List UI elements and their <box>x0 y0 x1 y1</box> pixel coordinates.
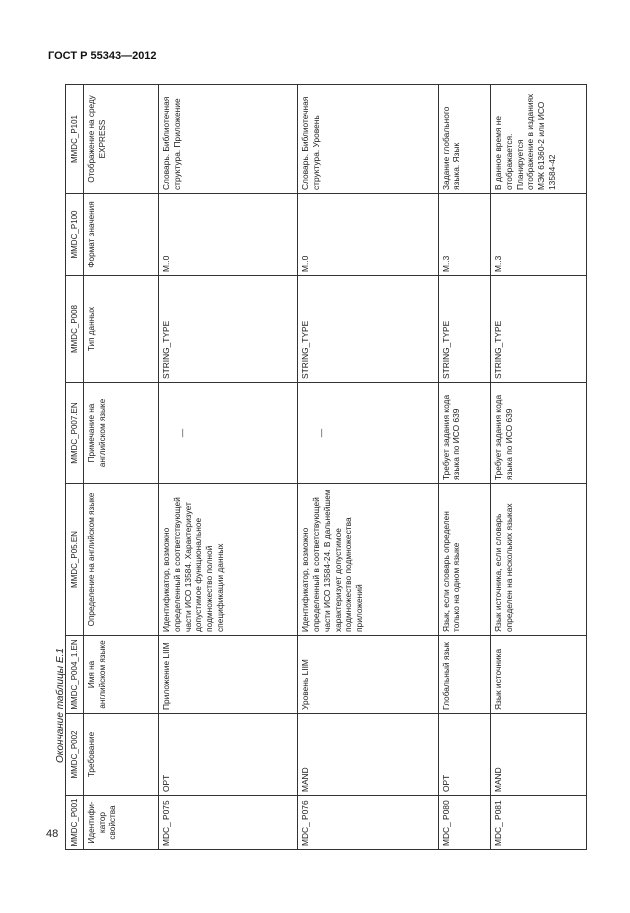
column-header: Отображение на среду EXPRESS <box>84 85 159 194</box>
properties-table <box>65 84 587 850</box>
column-header: Примечание на английском языке <box>84 383 159 484</box>
table-row <box>491 85 587 850</box>
table-cell: Словарь. Библиотечная структура. Приложение <box>159 85 298 194</box>
table-row <box>159 85 298 850</box>
column-code: MMDC_P100 <box>66 194 84 276</box>
table-caption: Окончание таблицы Е.1 <box>55 648 66 763</box>
table-row <box>438 85 490 850</box>
table-cell: MDC_ P081 <box>491 796 587 850</box>
table-cell: MAND <box>491 714 587 796</box>
table-cell: Приложение LIIM <box>159 636 298 714</box>
column-header: Формат значения <box>84 194 159 276</box>
table-cell: STRING_TYPE <box>491 276 587 383</box>
table-cell: M..3 <box>438 194 490 276</box>
table-cell: Требует задания кода языка по ИСО 639 <box>438 383 490 484</box>
table-cell: Глобальный язык <box>438 636 490 714</box>
table-cell: M..0 <box>298 194 438 276</box>
table-cell: STRING_TYPE <box>438 276 490 383</box>
column-code: MMDC_P008 <box>66 276 84 383</box>
table-cell: M..0 <box>159 194 298 276</box>
table-cell: OPT <box>438 714 490 796</box>
table-cell: MDC_ P076 <box>298 796 438 850</box>
table-cell: Идентификатор, возможно определенный в соответствующей части ИСО 13584-24. В дальнейшем характеризует допустимое подмножество подмножества приложений <box>298 484 438 636</box>
table-cell: M..3 <box>491 194 587 276</box>
table-cell: Словарь. Библиотечная структура. Уровень <box>298 85 438 194</box>
table-cell: — <box>298 383 438 484</box>
column-header: Имя на английском языке <box>84 636 159 714</box>
column-code: MMDC_P002 <box>66 714 84 796</box>
table-cell: MDC_ P075 <box>159 796 298 850</box>
column-code: MMDC_P007.EN <box>66 383 84 484</box>
table-cell: MDC_ P080 <box>438 796 490 850</box>
table-cell: Язык источника, если словарь определен на нескольких языках <box>491 484 587 636</box>
table-cell: Язык источника <box>491 636 587 714</box>
table-cell: STRING_TYPE <box>298 276 438 383</box>
column-code-row <box>66 85 84 850</box>
table-cell: Уровень LIIM <box>298 636 438 714</box>
table-cell: Требует задания кода языка по ИСО 639 <box>491 383 587 484</box>
table-container <box>65 85 587 850</box>
column-code: MMDC_P05.EN <box>66 484 84 636</box>
column-header: Идентифи-катор свойства <box>84 796 159 850</box>
column-header-row <box>84 85 159 850</box>
table-cell: MAND <box>298 714 438 796</box>
page-number: 48 <box>46 828 59 840</box>
column-header: Определение на английском языке <box>84 484 159 636</box>
table-cell: Задание глобального языка. Язык <box>438 85 490 194</box>
table-row <box>298 85 438 850</box>
column-code: MMDC_P004_1.EN <box>66 636 84 714</box>
table-cell: Идентификатор, возможно определенный в соответствующей части ИСО 13584. Характеризует допустимое функциональное подмножество полной спецификации данных <box>159 484 298 636</box>
column-header: Требование <box>84 714 159 796</box>
table-cell: В данное время не отображается. Планируется отображение в изданиях МЭК 61360-2 или ИСО 13584-42 <box>491 85 587 194</box>
column-code: MMDC_P001 <box>66 796 84 850</box>
table-cell: OPT <box>159 714 298 796</box>
column-code: MMDC_P101 <box>66 85 84 194</box>
column-header: Тип данных <box>84 276 159 383</box>
table-cell: Язык, если словарь определен только на одном языке <box>438 484 490 636</box>
table-cell: STRING_TYPE <box>159 276 298 383</box>
document-header: ГОСТ Р 55343—2012 <box>48 50 157 62</box>
table-cell: — <box>159 383 298 484</box>
